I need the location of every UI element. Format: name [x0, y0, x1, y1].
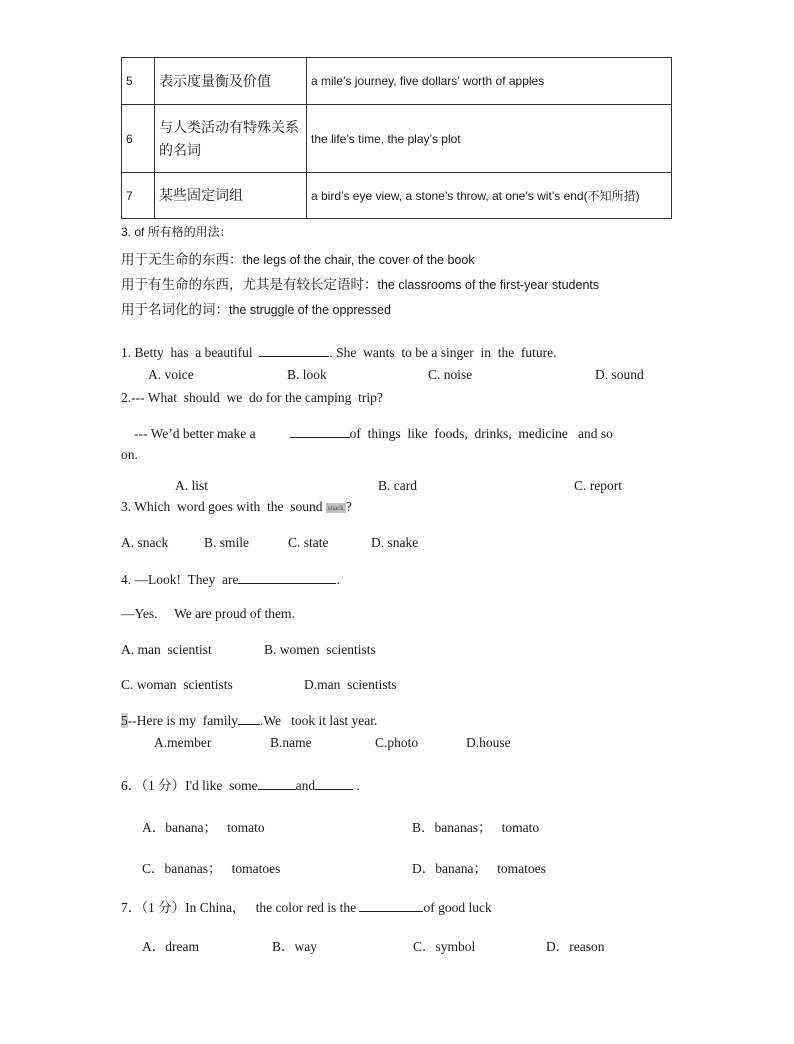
- usage-label: 用于名词化的词：: [121, 302, 229, 317]
- section-heading: 3. of 所有格的用法：: [121, 225, 232, 239]
- option-c: C. noise: [428, 367, 473, 382]
- option-b: B. women scientists: [264, 642, 376, 657]
- stem-text: ?: [345, 499, 352, 514]
- option-d: D. snake: [371, 535, 419, 550]
- option-c: C．symbol: [413, 939, 476, 954]
- question-number: 5: [121, 713, 128, 728]
- answer-blank: [258, 777, 296, 790]
- question-6-stem: [121, 774, 360, 794]
- stem-text: 3. Which word goes with the sound: [121, 499, 326, 514]
- option-b: B．bananas； tomato: [412, 820, 540, 835]
- usage-line: [121, 298, 391, 318]
- option-c: C. woman scientists: [121, 677, 233, 692]
- option-a: A.member: [154, 735, 212, 750]
- usage-example: the struggle of the oppressed: [229, 303, 391, 317]
- stem-text: . She wants to be a singer in the future.: [329, 345, 557, 360]
- option-d: D.house: [466, 735, 511, 750]
- option-d: D.man scientists: [304, 677, 397, 692]
- stem-text: of good luck: [423, 900, 492, 915]
- option-b: B. card: [378, 478, 417, 493]
- answer-blank: [259, 344, 329, 357]
- option-b: B.name: [270, 735, 312, 750]
- stem-text: of things like foods, drinks, medicine and so: [349, 426, 613, 441]
- table-row: [122, 173, 672, 219]
- question-2-answer-line: [134, 425, 613, 442]
- usage-example: the legs of the chair, the cover of the book: [242, 253, 475, 267]
- usage-category: 与人类活动有特殊关系的名词: [155, 105, 307, 173]
- question-5-stem: [121, 712, 377, 729]
- stem-text: --- We’d better make a: [134, 426, 256, 441]
- usage-label: 用于无生命的东西：: [121, 252, 243, 267]
- option-a: A. man scientist: [121, 642, 212, 657]
- stem-text: 7．（1 分）In China， the color red is the: [121, 900, 360, 915]
- question-7-stem: [121, 896, 492, 916]
- usage-table: [121, 57, 672, 219]
- option-b: B．way: [272, 939, 317, 954]
- phonetic-image: snack: [327, 503, 344, 512]
- usage-line: [121, 248, 475, 268]
- stem-text: --Here is my family: [127, 713, 238, 728]
- usage-label: 用于有生命的东西，尤其是有较长定语时：: [121, 277, 378, 292]
- usage-example: a mile’s journey, five dollars’ worth of apples: [307, 58, 672, 105]
- answer-blank: [238, 712, 260, 725]
- option-c: C. report: [574, 478, 622, 493]
- option-d: D．banana； tomatoes: [412, 861, 546, 876]
- table-row: [122, 105, 672, 173]
- stem-text: 4. —Look! They are: [121, 572, 239, 587]
- option-d: D. sound: [595, 367, 644, 382]
- question-4-stem: 4. —Look! They are .: [121, 572, 340, 587]
- usage-example: the life’s time, the play’s plot: [307, 105, 672, 173]
- usage-example: the classrooms of the first-year students: [377, 278, 600, 292]
- option-d: D．reason: [546, 939, 605, 954]
- row-number: 5: [122, 58, 155, 105]
- row-number: 6: [122, 105, 155, 173]
- usage-category: 表示度量衡及价值: [155, 58, 307, 105]
- question-1-stem: [121, 344, 557, 361]
- answer-blank: [238, 571, 336, 584]
- question-3-stem: [121, 499, 352, 515]
- stem-text: .: [353, 778, 360, 793]
- option-b: B. smile: [204, 535, 250, 550]
- option-c: C．bananas； tomatoes: [142, 861, 281, 876]
- question-2-stem: 2.--- What should we do for the camping trip?: [121, 390, 383, 405]
- option-b: B. look: [287, 367, 327, 382]
- option-a: A．banana； tomato: [142, 820, 265, 835]
- row-number: 7: [122, 173, 155, 219]
- option-c: C.photo: [375, 735, 419, 750]
- answer-blank: [290, 425, 350, 438]
- answer-blank: [315, 777, 353, 790]
- question-4-response: —Yes. We are proud of them.: [121, 606, 295, 621]
- option-a: A．dream: [142, 939, 199, 954]
- option-c: C. state: [288, 535, 329, 550]
- stem-text: and: [295, 778, 316, 793]
- usage-example: a bird’s eye view, a stone’s throw, at one’s wit’s end(不知所措): [307, 173, 672, 219]
- question-2-answer-end: on.: [121, 447, 138, 462]
- table-row: [122, 58, 672, 105]
- option-a: A. list: [175, 478, 209, 493]
- stem-text: 6．（1 分）I'd like some: [121, 778, 258, 793]
- answer-blank: [359, 899, 423, 912]
- option-a: A. snack: [121, 535, 169, 550]
- usage-category: 某些固定词组: [155, 173, 307, 219]
- stem-text: .We took it last year.: [259, 713, 378, 728]
- usage-line: [121, 273, 599, 293]
- stem-text: 1. Betty has a beautiful: [121, 345, 260, 360]
- option-a: A. voice: [148, 367, 194, 382]
